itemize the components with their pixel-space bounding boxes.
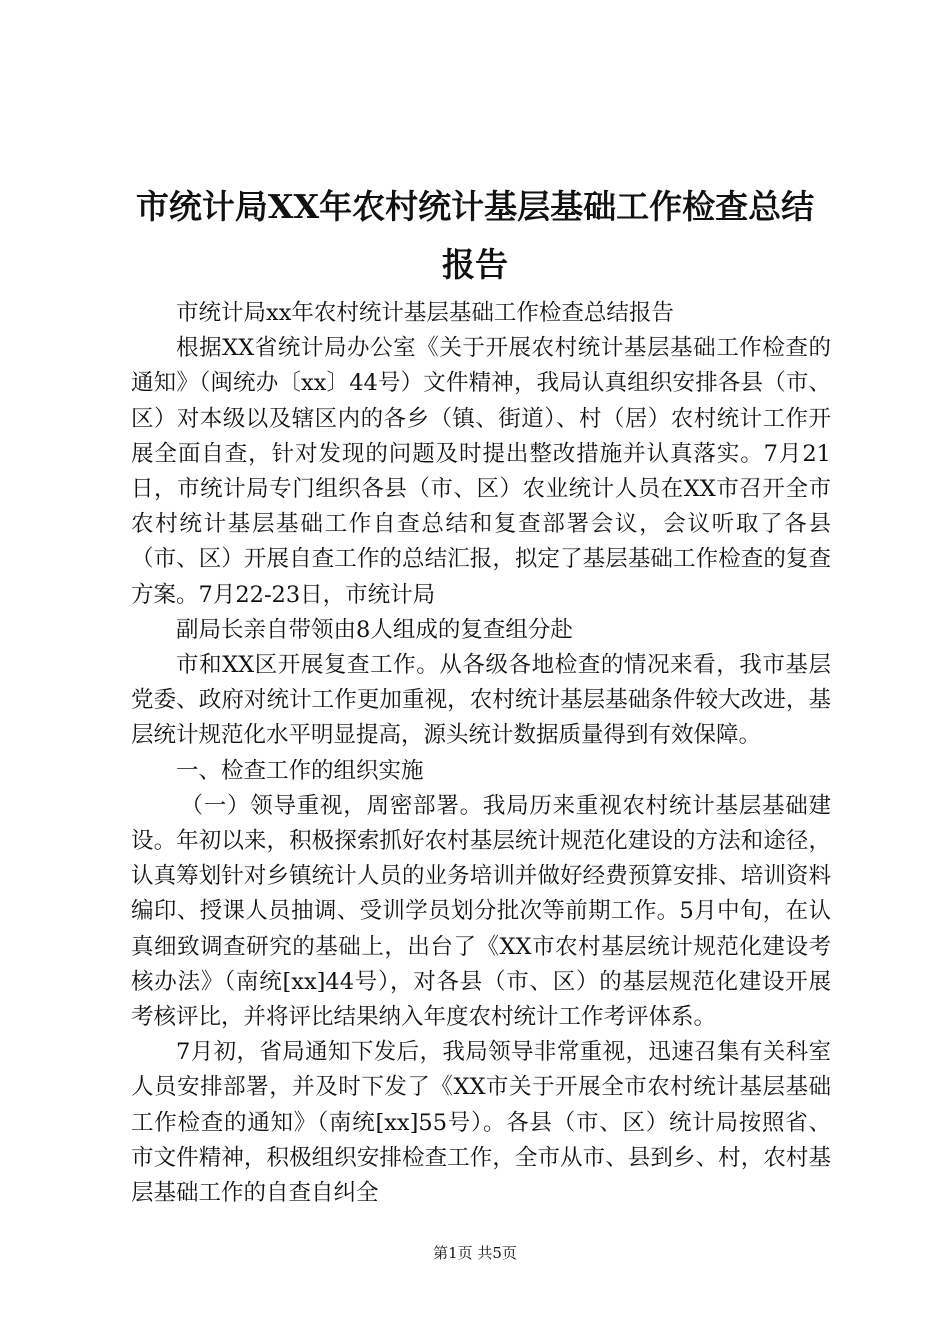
paragraph: （一）领导重视，周密部署。我局历来重视农村统计基层基础建设。年初以来，积极探索抓好农村基层统计规范化建设的方法和途径，认真筹划针对乡镇统计人员的业务培训并做好经费预算安排、培训资料编印、授课人员抽调、受训学员划分批次等前期工作。5月中旬，在认真细致调查研究的基础上，出台了《XX市农村基层统计规范化建设考核办法》（南统[xx]44号），对各县（市、区）的基层规范化建设开展考核评比，并将评比结果纳入年度农村统计工作考评体系。 (131, 792, 831, 1031)
paragraph: 市和XX区开展复查工作。从各级各地检查的情况来看，我市基层党委、政府对统计工作更加重视，农村统计基层基础条件较大改进，基层统计规范化水平明显提高，源头统计数据质量得到有效保障。 (131, 652, 831, 749)
paragraph: 市统计局xx年农村统计基层基础工作检查总结报告 (176, 300, 674, 326)
section-heading: 一、检查工作的组织实施 (176, 757, 424, 784)
paragraph: 根据XX省统计局办公室《关于开展农村统计基层基础工作检查的通知》（闽统办〔xx〕44号）文件精神，我局认真组织安排各县（市、区）对本级以及辖区内的各乡（镇、街道）、村（居）农村统计工作开展全面自查，针对发现的问题及时提出整改措施并认真落实。7月21日，市统计局专门组织各县（市、区）农业统计人员在XX市召开全市农村统计基层基础工作自查总结和复查部署会议，会议听取了各县（市、区）开展自查工作的总结汇报，拟定了基层基础工作检查的复查方案。7月22-23日，市统计局 (131, 335, 831, 608)
paragraph: 7月初，省局通知下发后，我局领导非常重视，迅速召集有关科室人员安排部署，并及时下发了《XX市关于开展全市农村统计基层基础工作检查的通知》（南统[xx]55号）。各县（市、区）统计局按照省、市文件精神，积极组织安排检查工作，全市从市、县到乡、村，农村基层基础工作的自查自纠全 (131, 1039, 831, 1207)
paragraph: 副局长亲自带领由8人组成的复查组分赴 (176, 616, 573, 643)
document-body (131, 296, 831, 1211)
document-title: 市统计局XX年农村统计基层基础工作检查总结报告 (135, 187, 815, 284)
page-footer: 第1页 共5页 (433, 1244, 517, 1262)
